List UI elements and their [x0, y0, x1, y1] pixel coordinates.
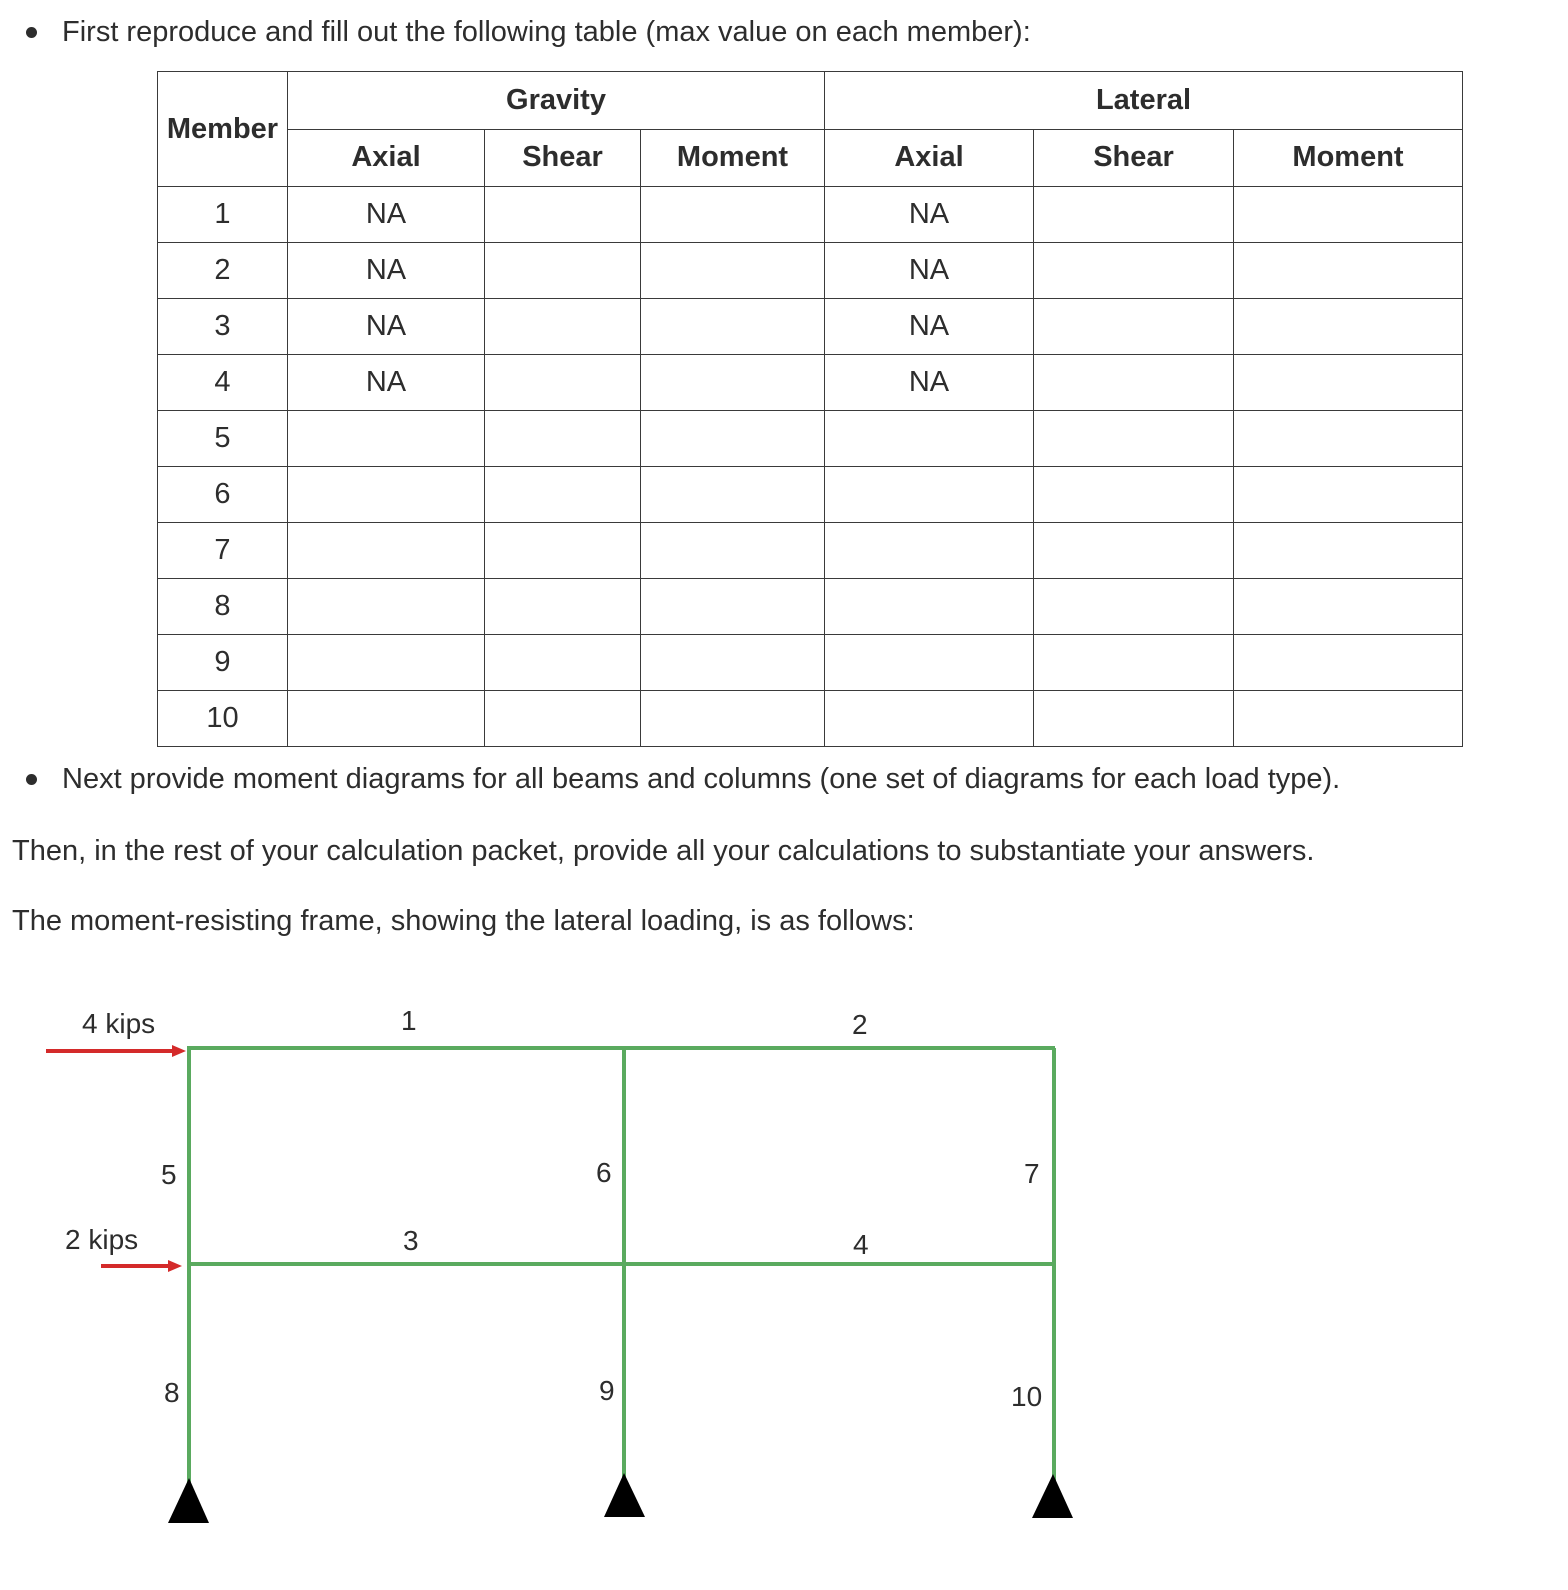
member-number-cell: 6: [158, 467, 288, 523]
pin-support-left-icon: [168, 1478, 209, 1523]
member-number-cell: 5: [158, 411, 288, 467]
table-cell: [825, 523, 1034, 579]
table-row: [158, 467, 1463, 523]
table-cell: [1034, 299, 1234, 355]
gravity-header: Gravity: [288, 72, 825, 130]
bullet-icon: [26, 774, 37, 785]
table-cell: [641, 355, 825, 411]
table-cell: [485, 355, 641, 411]
member-header: Member: [158, 72, 288, 187]
member-number-cell: 2: [158, 243, 288, 299]
table-cell: [1234, 299, 1463, 355]
table-cell: [1034, 187, 1234, 243]
table-row: [158, 523, 1463, 579]
table-row: [158, 411, 1463, 467]
table-cell: [485, 187, 641, 243]
table-cell: NA: [288, 355, 485, 411]
member-number-cell: 9: [158, 635, 288, 691]
table-cell: [288, 691, 485, 747]
table-row: [158, 355, 1463, 411]
table-cell: [1034, 355, 1234, 411]
member-forces-table: [157, 71, 1463, 747]
table-row: [158, 635, 1463, 691]
member-label-1: 1: [401, 1005, 417, 1036]
table-row: [158, 579, 1463, 635]
instruction-text: Next provide moment diagrams for all beams and columns (one set of diagrams for each load type).: [62, 763, 1341, 795]
table-cell: [288, 635, 485, 691]
table-cell: NA: [825, 243, 1034, 299]
moment-frame-diagram: [0, 990, 1120, 1550]
table-cell: [1034, 635, 1234, 691]
member-label-7: 7: [1024, 1158, 1040, 1189]
table-cell: [641, 635, 825, 691]
table-cell: [288, 523, 485, 579]
table-row: [158, 691, 1463, 747]
table-cell: [641, 467, 825, 523]
load-label-floor: 2 kips: [65, 1224, 139, 1255]
table-cell: [1034, 467, 1234, 523]
table-cell: [641, 187, 825, 243]
table-cell: [825, 691, 1034, 747]
instruction-text: First reproduce and fill out the following table (max value on each member):: [62, 16, 1031, 48]
table-cell: [1234, 691, 1463, 747]
table-cell: [485, 691, 641, 747]
gravity-axial-header: Axial: [288, 129, 485, 187]
member-label-10: 10: [1011, 1381, 1043, 1412]
table-cell: [825, 467, 1034, 523]
gravity-shear-header: Shear: [485, 129, 641, 187]
table-cell: [1234, 355, 1463, 411]
table-cell: [1034, 243, 1234, 299]
member-label-9: 9: [599, 1375, 615, 1406]
gravity-moment-header: Moment: [641, 129, 825, 187]
table-cell: [288, 579, 485, 635]
table-cell: [825, 411, 1034, 467]
table-cell: NA: [288, 299, 485, 355]
table-cell: [485, 411, 641, 467]
lateral-shear-header: Shear: [1034, 129, 1234, 187]
table-row: [158, 299, 1463, 355]
member-number-cell: 10: [158, 691, 288, 747]
table-cell: [641, 243, 825, 299]
member-label-2: 2: [852, 1009, 868, 1040]
table-cell: NA: [825, 299, 1034, 355]
table-cell: [1234, 635, 1463, 691]
table-cell: [825, 635, 1034, 691]
table-cell: [485, 635, 641, 691]
instruction-frame-intro: The moment-resisting frame, showing the lateral loading, is as follows:: [12, 905, 915, 937]
bullet-icon: [26, 27, 37, 38]
instruction-fill-table: [26, 16, 1031, 49]
lateral-axial-header: Axial: [825, 129, 1034, 187]
member-number-cell: 4: [158, 355, 288, 411]
table-cell: [641, 411, 825, 467]
load-label-roof: 4 kips: [82, 1008, 156, 1039]
table-cell: NA: [288, 187, 485, 243]
table-row: [158, 187, 1463, 243]
member-number-cell: 3: [158, 299, 288, 355]
table-cell: NA: [825, 355, 1034, 411]
table-cell: [288, 467, 485, 523]
member-label-3: 3: [403, 1225, 419, 1256]
table-cell: [1034, 579, 1234, 635]
member-label-6: 6: [596, 1157, 612, 1188]
table-cell: NA: [825, 187, 1034, 243]
table-row: [158, 243, 1463, 299]
member-number-cell: 1: [158, 187, 288, 243]
instruction-calculations: Then, in the rest of your calculation packet, provide all your calculations to substantiate your answers.: [12, 835, 1315, 867]
table-cell: NA: [288, 243, 485, 299]
lateral-moment-header: Moment: [1234, 129, 1463, 187]
table-cell: [1034, 411, 1234, 467]
table-cell: [1234, 243, 1463, 299]
table-cell: [485, 523, 641, 579]
member-number-cell: 8: [158, 579, 288, 635]
table-cell: [485, 299, 641, 355]
member-label-8: 8: [164, 1377, 180, 1408]
table-cell: [825, 579, 1034, 635]
table-cell: [1234, 411, 1463, 467]
table-cell: [485, 243, 641, 299]
table-cell: [288, 411, 485, 467]
table-cell: [641, 691, 825, 747]
instruction-moment-diagrams: [26, 763, 1340, 796]
member-label-4: 4: [853, 1229, 869, 1260]
member-label-5: 5: [161, 1159, 177, 1190]
table-cell: [1234, 467, 1463, 523]
table-cell: [1234, 579, 1463, 635]
pin-support-right-icon: [1032, 1474, 1073, 1518]
table-cell: [1034, 691, 1234, 747]
table-cell: [641, 579, 825, 635]
table-cell: [641, 299, 825, 355]
table-cell: [641, 523, 825, 579]
member-number-cell: 7: [158, 523, 288, 579]
table-cell: [1034, 523, 1234, 579]
lateral-header: Lateral: [825, 72, 1463, 130]
table-cell: [1234, 187, 1463, 243]
table-cell: [485, 467, 641, 523]
load-arrow-floor-icon: [168, 1260, 182, 1272]
pin-support-middle-icon: [604, 1473, 645, 1517]
load-arrow-roof-icon: [172, 1045, 186, 1057]
table-cell: [485, 579, 641, 635]
table-cell: [1234, 523, 1463, 579]
